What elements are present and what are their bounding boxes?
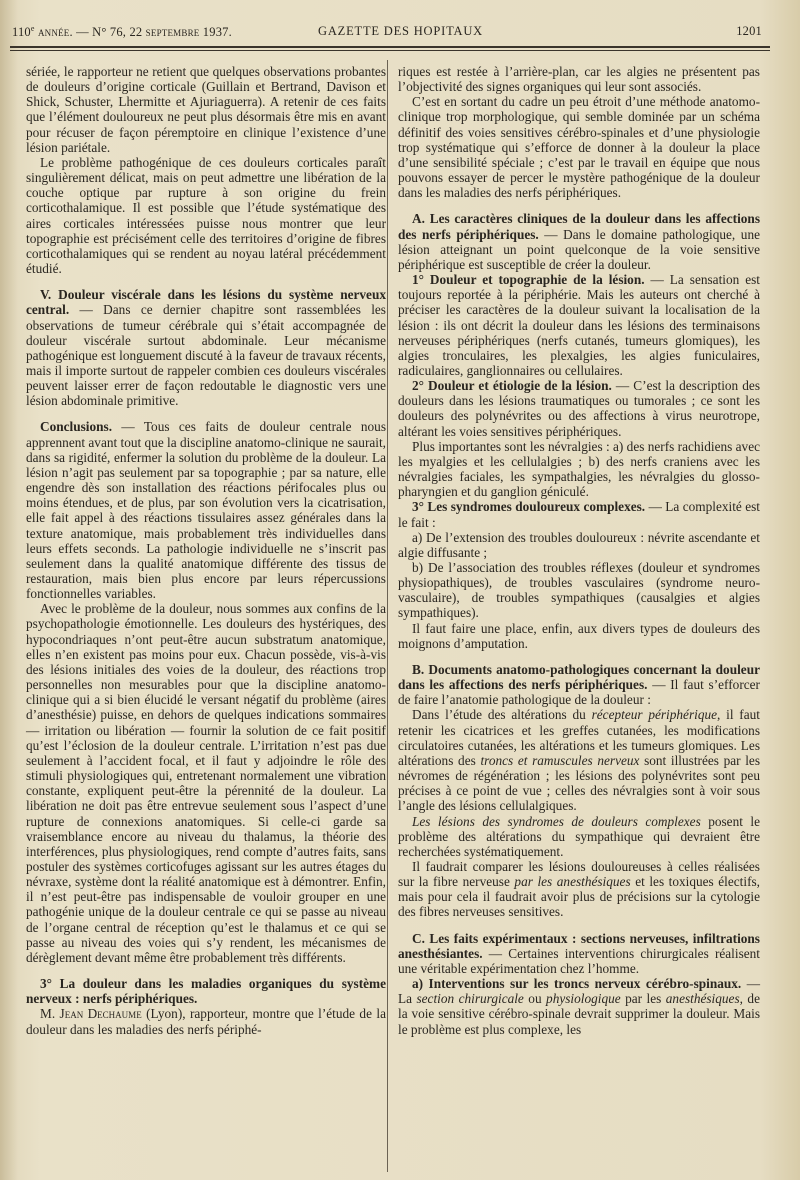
subsection-text: — La complexité est le fait : [398, 499, 761, 530]
section-paragraph [26, 419, 386, 601]
text-run: et les toxiques électifs, mais pour cela il faudrait avoir plus de précisions sur la cytologie des fibres nerveuses sensitives. [398, 874, 760, 920]
section-text: — Tous ces faits de douleur centrale nous apprennent avant tout que la discipline anatomo-clinique ne saurait, dans sa rigidité, enfermer la solution du problème de la douleur. La lésion n’agit pas seulement par sa topographie ; par sa nature, elle engendre dès son installation des réactions périfocales plus ou moins étendues, et de plus, par son évolution vers la cicatrisation, elle fait appel à des réactions tissulaires assez générales dans la texture anatomique, mais probablement très individuelles dans leurs effets seconds. La pathologie individuelle ne s’inscrit pas seulement dans la qualité anatomique différente des tissus de restauration, mais bien plus encore par leurs répercussions fonctionnelles variables. [26, 419, 387, 602]
text-run: M. [40, 1006, 60, 1022]
paragraph [398, 859, 760, 920]
italic-term: par les anesthésiques [514, 874, 631, 890]
text-run: posent le problème des altérations du sympathique qui devraient être recherchées systématiquement. [398, 813, 760, 859]
text-run: (Lyon), rapporteur, montre que l’étude de la douleur dans les maladies des nerfs périphé- [26, 1006, 386, 1037]
year-sup: e [30, 24, 35, 33]
paragraph: C’est en sortant du cadre un peu étroit d’une méthode anatomo-clinique trop morphologique, qui semble dominée par un schéma définitif des voies sensitives cérébro-spinales et d’une physiologie trop systématique qui s’efforce de donner à la douleur la place d’une sensibilité spéciale ; c’est par le travail en équipe que nous pouvons essayer de percer le mystère pathogénique de la douleur dans les maladies des nerfs périphériques. [398, 94, 760, 201]
text-run: Il faudrait comparer les lésions douloureuses à celles réalisées sur la fibre nerveuse [398, 858, 760, 890]
text-run: ou [523, 991, 547, 1007]
paragraph: riques est restée à l’arrière-plan, car les algies ne présentent pas l’objectivité des signes organiques qui leur sont associés. [398, 64, 760, 95]
right-column [398, 64, 760, 1037]
paragraph: sériée, le rapporteur ne retient que quelques observations probantes de douleurs d’origine corticale (Guillain et Bertrand, Davison et Shick, Schuster, Lhermitte et Ajuriaguerra). A retenir de ces faits que l’élément douloureux ne peut plus désormais être mis en avant pour récuser de façon péremptoire en clinique l’existence d’une lésion pariétale. [26, 64, 386, 155]
text-run: sont illustrées par les névromes de régénération ; les lésions des polynévrites sont peu précises à ce point de vue ; celles des névralgies sont à voir sous l’angle des lésions cellulalgiques. [398, 752, 760, 814]
italic-term: physiologique [546, 991, 621, 1007]
journal-title: GAZETTE DES HOPITAUX [318, 24, 483, 38]
subsection-heading: a) Interventions sur les troncs nerveux cérébro-spinaux. [412, 976, 742, 992]
column-divider [387, 60, 388, 1172]
text-run: Dans l’étude des altérations du [412, 707, 592, 723]
subsection-text: — C’est la description des douleurs dans les lésions traumatiques ou tumorales ; ce sont les douleurs des polynévrites ou des affections à virus neurotrope, altérant les voies sensitives périphériques. [398, 378, 761, 439]
subsection-paragraph [398, 378, 760, 439]
section-text: — Dans le domaine pathologique, une lésion atteignant un point quelconque de la voie sensitive périphérique est susceptible de créer la douleur. [398, 226, 760, 272]
subsection-paragraph [398, 976, 760, 1037]
section-text: — Certaines interventions chirurgicales réalisent une véritable expérimentation chez l’homme. [398, 945, 760, 976]
section-heading: Conclusions. [40, 419, 113, 435]
paragraph: Il faut faire une place, enfin, aux divers types de douleurs des moignons d’amputation. [398, 620, 760, 651]
page-number: 1201 [736, 24, 762, 38]
subsection-text: — La sensation est toujours reportée à la périphérie. Mais les auteurs ont cherché à préciser les caractères de la douleur suivant la localisation de la lésion : ils ont décrit la douleur dans les lésions des terminaisons nerveuses périphériques (nerfs cutanés, tumeurs glomiques), les algies tronculaires, les plexalgies, les algies funiculaires, radiculaires, ganglionnaires ou cellulaires. [398, 272, 760, 378]
year-number: 110 [12, 25, 31, 40]
subsection-paragraph [398, 499, 760, 529]
issue-info [12, 24, 232, 40]
paragraph: a) De l’extension des troubles douloureux : névrite ascendante et algie diffusante ; [398, 529, 760, 560]
italic-term: troncs et ramuscules nerveux [480, 752, 640, 768]
author-name: Jean Dechaume [59, 1006, 142, 1022]
issue-date: année. — N° 76, 22 septembre 1937. [34, 25, 232, 40]
section-text: — Dans ce dernier chapitre sont rassemblées les observations de tumeur cérébrale qui s’était accompagnée de douleur viscérale surtout abdominale. Leur mécanisme pathogénique est longuement discuté à la faveur de travaux récents, mais il importe surtout de rappeler combien ces douleurs viscérales peuvent laisser errer de façon redoutable le diagnostic vers une lésion abdominale primitive. [26, 302, 386, 409]
subsection-heading: 2° Douleur et étiologie de la lésion. [412, 378, 612, 394]
section-paragraph [398, 931, 760, 976]
italic-term: récepteur périphérique [591, 707, 718, 723]
italic-term: section chirurgicale [416, 991, 524, 1007]
paragraph [398, 707, 760, 813]
section-heading: 3° La douleur dans les maladies organiques du système nerveux : nerfs périphériques. [26, 976, 386, 1007]
subsection-heading: 3° Les syndromes douloureux complexes. [412, 499, 646, 515]
italic-term: Les lésions des syndromes de douleurs complexes [412, 813, 701, 829]
section-heading: V. Douleur viscérale dans les lésions du système nerveux central. [26, 287, 386, 318]
left-column [26, 64, 386, 1037]
section-heading-paragraph [26, 976, 386, 1006]
text-run: , de la voie sensitive cérébro-spinale devrait supprimer la douleur. Mais le problème est plus complexe, les [398, 991, 760, 1037]
section-paragraph [398, 662, 760, 707]
section-text: — Il faut s’efforcer de faire l’anatomie pathologique de la douleur : [398, 677, 760, 708]
italic-term: anesthésiques [665, 991, 740, 1007]
paragraph: b) De l’association des troubles réflexes (douleur et syndromes physiopathiques), de troubles vasculaires (syndrome neuro-vasculaire), de troubles sympathiques (causalgies et algies sympathiques). [398, 560, 760, 621]
paragraph: Plus importantes sont les névralgies : a) des nerfs rachidiens avec les myalgies et les cellulalgies ; b) des nerfs craniens avec les névralgies faciales, les sympathalgies, les névralgies du glosso-pharyngien et du ganglion géniculé. [398, 438, 760, 500]
page-header [12, 20, 762, 42]
subsection-heading: 1° Douleur et topographie de la lésion. [412, 272, 645, 288]
text-run: , il faut retenir les cicatrices et les greffes cutanées, les modifications circulatoires cutanées, les altérations et les tumeurs glomiques. Les altérations des [398, 707, 760, 768]
section-heading: B. Documents anatomo-pathologiques concernant la douleur dans les affections des nerfs périphériques. [398, 661, 760, 693]
text-run: par les [620, 991, 666, 1007]
section-heading: A. Les caractères cliniques de la douleur dans les affections des nerfs périphériques. [398, 211, 760, 242]
section-heading: C. Les faits expérimentaux : sections nerveuses, infiltrations anesthésiantes. [398, 930, 760, 961]
section-paragraph [26, 287, 386, 408]
text-run: — La [398, 976, 761, 1007]
subsection-paragraph [398, 272, 760, 378]
section-paragraph [398, 211, 760, 272]
paragraph [26, 1006, 386, 1036]
paragraph [398, 814, 760, 859]
paragraph: Le problème pathogénique de ces douleurs corticales paraît singulièrement délicat, mais on peut admettre une libération de la couche optique par rupture à son origine du frein corticothalamique. Il est possible que l’étude systématique des aires corticales intéressées puisse nous montrer que leur topographie est précisément celle des territoires d’origine de fibres corticothalamiques qui se rendent au noyau latéral précédemment étudié. [26, 154, 386, 277]
paragraph: Avec le problème de la douleur, nous sommes aux confins de la psychopathologie émotionnelle. Les douleurs des hystériques, des hypocondriaques n’ont peut-être aucun substratum anatomique, elles n’en existent pas moins pour eux. Chacun possède, vis-à-vis des lésions initiales des voies de la douleur, des réactions trop personnelles non mesurables pour que la discipline anatomo-clinique qui a si bien élucidé le versant négatif du problème (aires d’anesthésie) puisse, en dehors de quelques indications sommaires — irritation ou libération — fournir la solution de ce fait positif qu’est l’éclosion de la douleur centrale. L’irritation n’est pas due seulement à l’accident focal, et il faut y adjoindre le rôle des stimuli physiologiques qui, entretenant normalement une vibration constante, expliquent peut-être la pérennité de la douleur. La libération ne doit pas être entrevue seulement sous l’aspect d’une rupture de connexions anatomiques. Si celle-ci garde sa vraisemblance encore au niveau du thalamus, la théorie des interférences, plus physiologiques, rend compte d’autres faits, sans postuler des systèmes corticofuges agissant sur les autres étages du névraxe, système dont la réalité anatomique est à démontrer. Enfin, il n’est peut-être pas indispensable de vouloir grouper en une pathogénie unique de la douleur centrale ce qui se passe au niveau de l’organe central de réception qu’est le thalamus et ce qui se passe au niveau des voies qui s’y rendent, les mécanismes de dérèglement devant même être probablement très différents. [26, 601, 386, 965]
header-rule [10, 46, 770, 51]
